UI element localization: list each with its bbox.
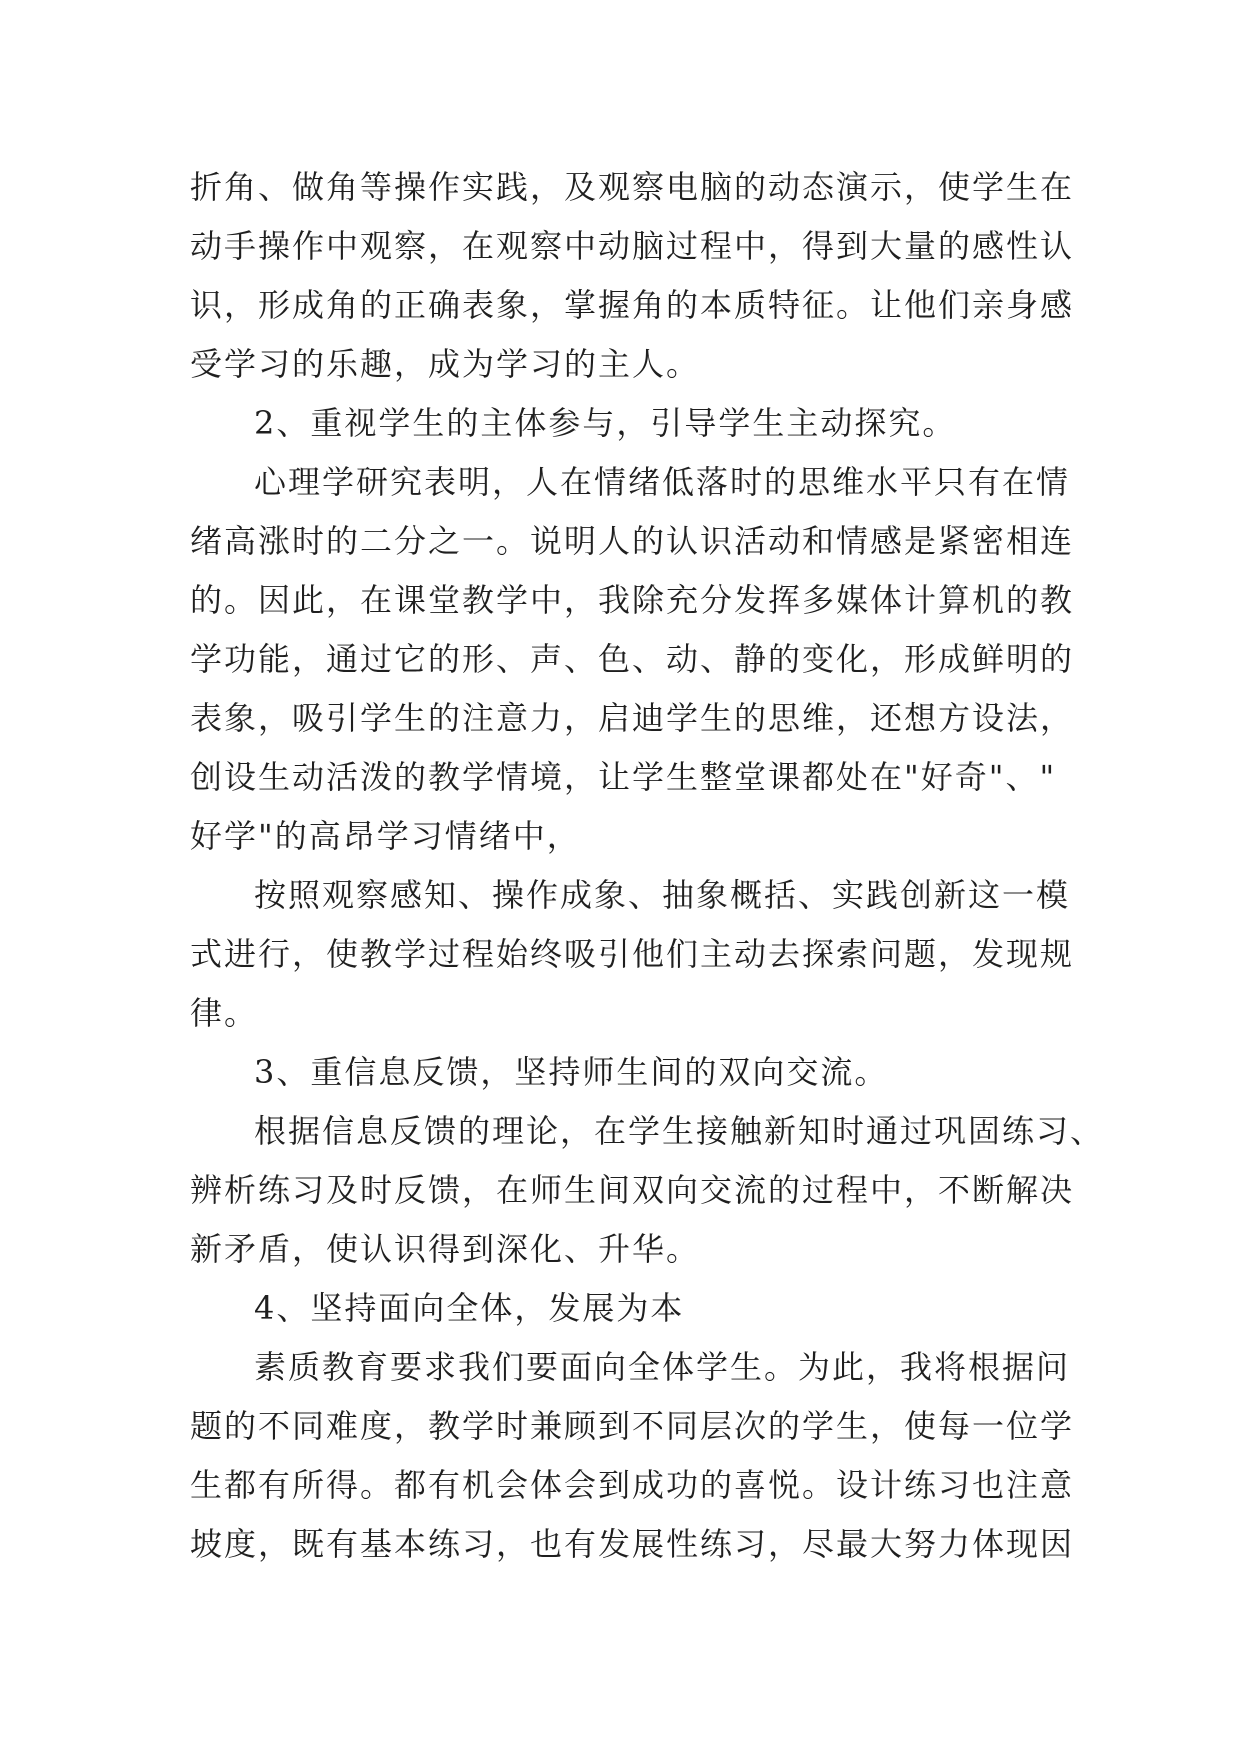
text-line: 根据信息反馈的理论，在学生接触新知时通过巩固练习、 <box>254 1112 1105 1150</box>
text-line: 坡度，既有基本练习，也有发展性练习，尽最大努力体现因 <box>190 1525 1075 1563</box>
text-line: 识，形成角的正确表象，掌握角的本质特征。让他们亲身感 <box>190 286 1075 324</box>
text-line: 律。 <box>190 994 259 1032</box>
body-text <box>190 158 1105 1574</box>
text-line: 题的不同难度，教学时兼顾到不同层次的学生，使每一位学 <box>190 1407 1075 1445</box>
text-line: 素质教育要求我们要面向全体学生。为此，我将根据问 <box>254 1348 1071 1386</box>
text-line: 学功能，通过它的形、声、色、动、静的变化，形成鲜明的 <box>190 640 1075 678</box>
text-line: 新矛盾，使认识得到深化、升华。 <box>190 1230 701 1268</box>
text-line: 折角、做角等操作实践，及观察电脑的动态演示，使学生在 <box>190 168 1075 206</box>
section-heading-3: 3、重信息反馈，坚持师生间的双向交流。 <box>254 1053 889 1091</box>
text-line: 好学"的高昂学习情绪中， <box>190 817 581 855</box>
text-line: 的。因此，在课堂教学中，我除充分发挥多媒体计算机的教 <box>190 581 1075 619</box>
section-heading-4: 4、坚持面向全体，发展为本 <box>254 1289 685 1327</box>
text-line: 表象，吸引学生的注意力，启迪学生的思维，还想方设法， <box>190 699 1075 737</box>
text-line: 绪高涨时的二分之一。说明人的认识活动和情感是紧密相连 <box>190 522 1075 560</box>
text-line: 动手操作中观察，在观察中动脑过程中，得到大量的感性认 <box>190 227 1075 265</box>
text-line: 辨析练习及时反馈，在师生间双向交流的过程中，不断解决 <box>190 1171 1075 1209</box>
text-line: 心理学研究表明，人在情绪低落时的思维水平只有在情 <box>254 463 1071 501</box>
text-line: 生都有所得。都有机会体会到成功的喜悦。设计练习也注意 <box>190 1466 1075 1504</box>
text-line: 式进行，使教学过程始终吸引他们主动去探索问题，发现规 <box>190 935 1075 973</box>
text-line: 按照观察感知、操作成象、抽象概括、实践创新这一模 <box>254 876 1071 914</box>
section-heading-2: 2、重视学生的主体参与，引导学生主动探究。 <box>254 404 957 442</box>
text-line: 受学习的乐趣，成为学习的主人。 <box>190 345 701 383</box>
text-line: 创设生动活泼的教学情境，让学生整堂课都处在"好奇"、" <box>190 758 1057 796</box>
